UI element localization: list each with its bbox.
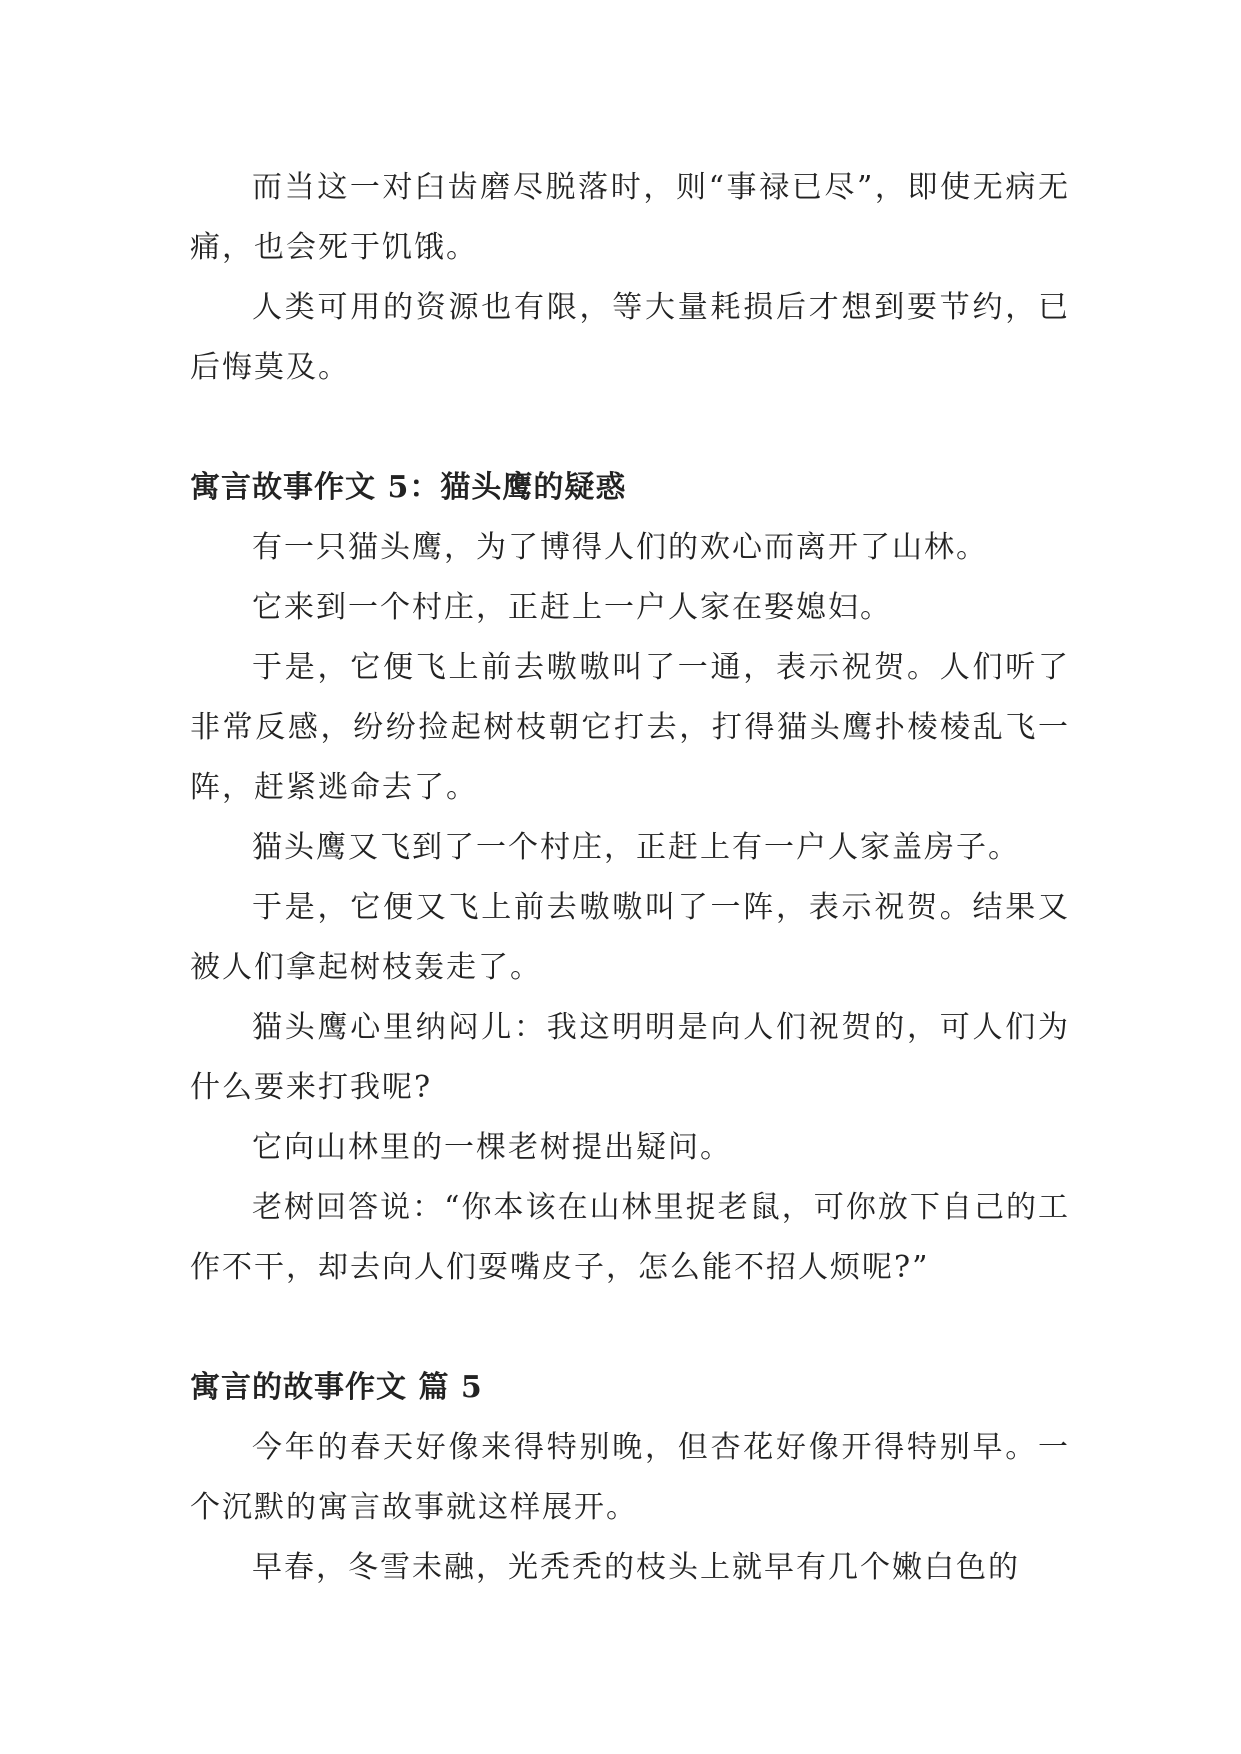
- paragraph: 猫头鹰心里纳闷儿：我这明明是向人们祝贺的，可人们为什么要来打我呢?: [190, 1010, 1070, 1105]
- paragraph: 老树回答说：“你本该在山林里捉老鼠，可你放下自己的工作不干，却去向人们耍嘴皮子，怎么能不招人烦呢?”: [190, 1190, 1070, 1285]
- paragraph: 人类可用的资源也有限，等大量耗损后才想到要节约，已后悔莫及。: [190, 290, 1070, 385]
- paragraph: 它来到一个村庄，正赶上一户人家在娶媳妇。: [252, 590, 892, 625]
- section-spacer: [190, 398, 1070, 458]
- paragraph: 早春，冬雪未融，光秃秃的枝头上就早有几个嫩白色的: [252, 1550, 1020, 1585]
- section-title-owl: 寓言故事作文 5：猫头鹰的疑惑: [190, 470, 627, 505]
- section-spacer: [190, 1298, 1070, 1358]
- document-body: [190, 158, 1070, 1598]
- paragraph: 而当这一对臼齿磨尽脱落时，则“事禄已尽”，即使无病无痛，也会死于饥饿。: [190, 170, 1070, 265]
- paragraph: 今年的春天好像来得特别晚，但杏花好像开得特别早。一个沉默的寓言故事就这样展开。: [190, 1430, 1070, 1525]
- paragraph: 于是，它便又飞上前去嗷嗷叫了一阵，表示祝贺。结果又被人们拿起树枝轰走了。: [190, 890, 1070, 985]
- section-title-fable: 寓言的故事作文 篇 5: [190, 1370, 483, 1405]
- paragraph: 它向山林里的一棵老树提出疑问。: [252, 1130, 732, 1165]
- paragraph: 有一只猫头鹰，为了博得人们的欢心而离开了山林。: [252, 530, 988, 565]
- paragraph: 猫头鹰又飞到了一个村庄，正赶上有一户人家盖房子。: [252, 830, 1020, 865]
- paragraph: 于是，它便飞上前去嗷嗷叫了一通，表示祝贺。人们听了非常反感，纷纷捡起树枝朝它打去，打得猫头鹰扑棱棱乱飞一阵，赶紧逃命去了。: [190, 650, 1070, 805]
